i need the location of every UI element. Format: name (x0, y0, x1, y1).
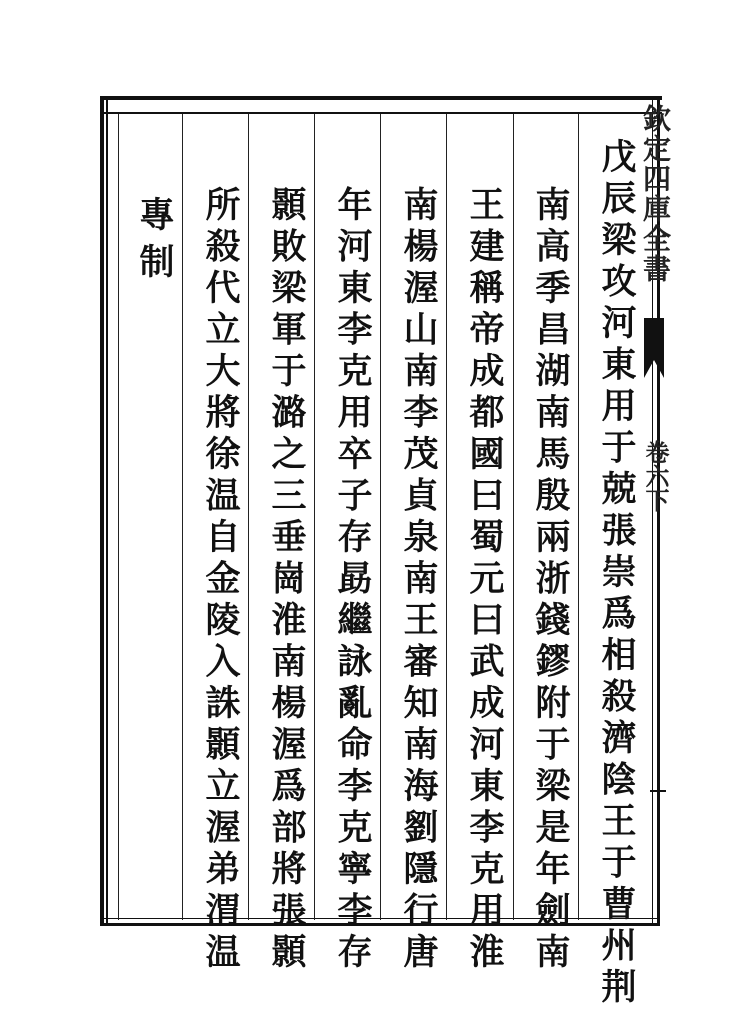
column-rule (182, 114, 183, 920)
margin-book-title: 欽定四庫全書 (639, 104, 672, 284)
column-rule (446, 114, 447, 920)
margin-juan-number: 卷六下 (641, 440, 670, 512)
text-column-7: 所殺代立大將徐温自金陵入誅顥立渥弟渭温 (200, 186, 241, 975)
text-column-3: 王建稱帝成都國曰蜀元曰武成河東李克用淮 (464, 186, 505, 975)
column-rule (314, 114, 315, 920)
column-rule (513, 114, 514, 920)
frame-top-border (100, 96, 662, 114)
text-column-4: 南楊渥山南李茂貞泉南王審知南海劉隱行唐 (398, 186, 439, 975)
column-rule (380, 114, 381, 920)
text-column-5: 年河東李克用卒子存勗繼詠亂命李克寧李存 (332, 186, 373, 975)
frame-left-border (100, 96, 108, 926)
column-rule (118, 114, 119, 920)
column-rule (248, 114, 249, 920)
text-column-8: 專制 (134, 196, 175, 290)
text-column-2: 南高季昌湖南馬殷兩浙錢鏐附于梁是年劍南 (530, 186, 571, 975)
text-column-1: 戊辰梁攻河東用于兢張崇爲相殺濟陰王于曹州荆 (596, 138, 637, 1010)
text-column-6: 顥敗梁軍于潞之三垂崗淮南楊渥爲部將張顥 (266, 186, 307, 975)
margin-tick (650, 790, 666, 792)
column-rule (578, 114, 579, 920)
